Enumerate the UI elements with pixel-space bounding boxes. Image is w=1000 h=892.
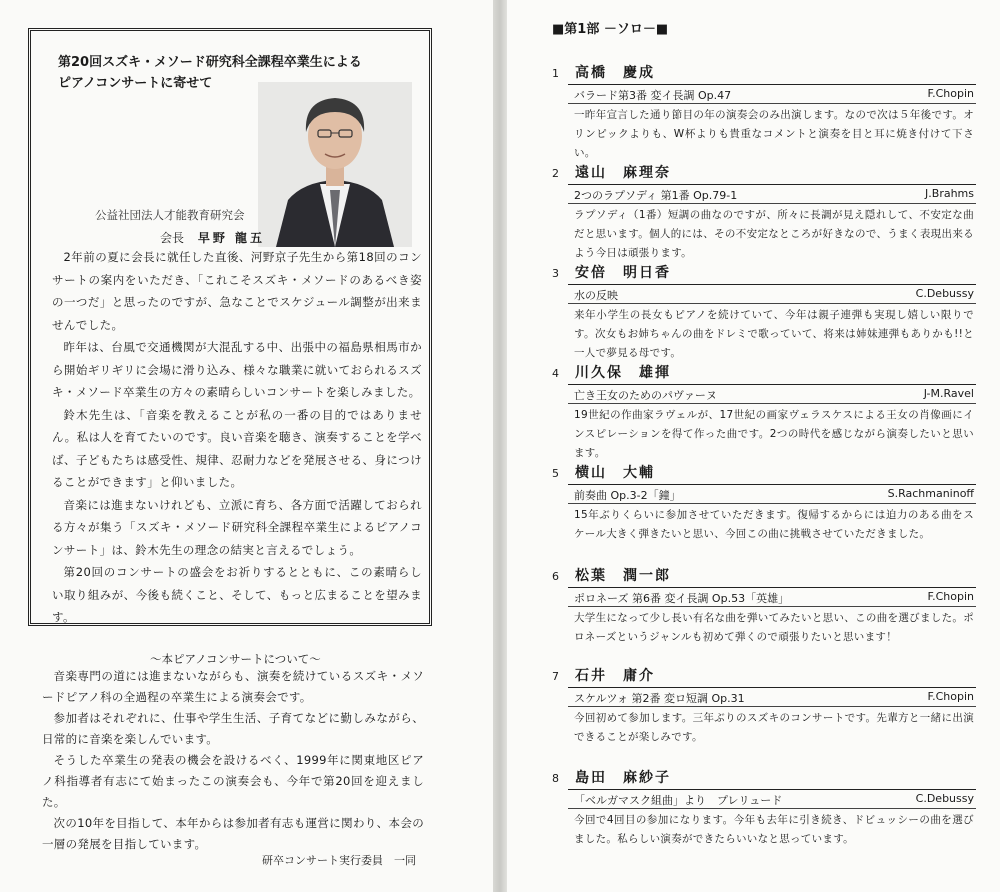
- piece-title: スケルツォ 第2番 変ロ短調 Op.31: [574, 692, 745, 705]
- performer-number: 2: [552, 167, 559, 180]
- piece-row: [568, 587, 976, 607]
- piece-title: 「ベルガマスク組曲」より プレリュード: [574, 794, 783, 807]
- composer-name: J-M.Ravel: [923, 387, 974, 400]
- performer-number: 7: [552, 670, 559, 683]
- piece-row: [568, 384, 976, 404]
- greeting-title-line1: 第20回スズキ・メソード研究科全課程卒業生による: [58, 55, 362, 70]
- greeting-paragraph: 2年前の夏に会長に就任した直後、河野京子先生から第18回のコンサートの案内をいただき、「これこそスズキ・メソードのあるべき姿の一つだ」と思ったのですが、急なことでスケジュール調整が出来ませんでした。: [52, 250, 422, 332]
- piece-row: [568, 84, 976, 104]
- piece-row: [568, 687, 976, 707]
- performer-name: 川久保 雄揮: [575, 365, 671, 381]
- performer-name: 高橋 慶成: [575, 65, 655, 81]
- performer-name: 島田 麻紗子: [575, 770, 671, 786]
- performer-comment: 今回初めて参加します。三年ぶりのスズキのコンサートです。先輩方と一緒に出演できることが楽しみです。: [574, 712, 974, 743]
- performer-number: 8: [552, 772, 559, 785]
- about-paragraph: 音楽専門の道には進まないながらも、演奏を続けているスズキ・メソードピアノ科の全過程の卒業生による演奏会です。: [42, 669, 424, 704]
- composer-name: F.Chopin: [927, 87, 974, 100]
- performer-comment: 来年小学生の長女もピアノを続けていて、今年は親子連弾も実現し嬉しい限りです。次女もお姉ちゃんの曲をドレミで歌っていて、将来は姉妹連弾もありかも!!と一人で夢見る母です。: [574, 309, 974, 359]
- performer-entry: [540, 665, 980, 743]
- performer-entry: [540, 162, 980, 259]
- performer-comment: 大学生になって少し長い有名な曲を弾いてみたいと思い、この曲を選びました。ポロネーズというジャンルも初めて弾くので頑張りたいと思います！: [574, 612, 974, 643]
- piece-title: 前奏曲 Op.3-2「鐘」: [574, 489, 681, 502]
- performer-name: 松葉 潤一郎: [575, 568, 671, 584]
- page-gutter: [493, 0, 507, 892]
- committee-signature: 研卒コンサート実行委員 一同: [262, 854, 416, 867]
- performer-comment: 一昨年宣言した通り節目の年の演奏会のみ出演します。なので次は５年後です。オリンピックよりも、W杯よりも貴重なコメントと演奏を目と耳に焼き付けて下さい。: [574, 109, 974, 159]
- about-paragraph: そうした卒業生の発表の機会を設けるべく、1999年に関東地区ピアノ科指導者有志にて始まったこの演奏会も、今年で第20回を迎えました。: [42, 753, 424, 809]
- composer-name: J.Brahms: [925, 187, 974, 200]
- piece-title: ポロネーズ 第6番 変イ長調 Op.53「英雄」: [574, 592, 790, 605]
- composer-name: C.Debussy: [915, 792, 974, 805]
- section-title: ■第1部 －ソロ－■: [552, 22, 669, 37]
- greeting-title-line2: ピアノコンサートに寄せて: [58, 76, 213, 91]
- performer-number: 1: [552, 67, 559, 80]
- president-signature: [160, 229, 265, 246]
- performer-entry: [540, 262, 980, 359]
- about-paragraph: 参加者はそれぞれに、仕事や学生生活、子育てなどに勤しみながら、日常的に音楽を楽しんでいます。: [42, 711, 424, 746]
- performer-name: 遠山 麻理奈: [575, 165, 671, 181]
- composer-name: S.Rachmaninoff: [887, 487, 974, 500]
- greeting-paragraph: 鈴木先生は、「音楽を教えることが私の一番の目的ではありません。私は人を育てたいのです。良い音楽を聴き、演奏することを学べば、子どもたちは感受性、規律、忍耐力などを発展させる、身につけることができます」と仰いました。: [52, 407, 422, 489]
- about-title: ～本ピアノコンサートについて～: [150, 652, 321, 666]
- org-name: 公益社団法人才能教育研究会: [95, 208, 245, 222]
- performer-entry: [540, 565, 980, 643]
- piece-title: 水の反映: [574, 289, 618, 302]
- performer-number: 5: [552, 467, 559, 480]
- performer-comment: 15年ぶりくらいに参加させていただきます。復帰するからには迫力のある曲をスケール大きく弾きたいと思い、今回この曲に挑戦させていただきました。: [574, 509, 974, 540]
- about-paragraph: 次の10年を目指して、本年からは参加者有志も運営に関わり、本会の一層の発展を目指しています。: [42, 816, 424, 851]
- performer-name: 横山 大輔: [575, 465, 655, 481]
- performer-name: 安倍 明日香: [575, 265, 671, 281]
- performer-comment: ラプソディ（1番）短調の曲なのですが、所々に長調が見え隠れして、不安定な曲だと思います。個人的には、その不安定なところが好きなので、うまく表現出来るよう今日は頑張ります。: [574, 209, 974, 259]
- performer-name: 石井 庸介: [575, 668, 655, 684]
- president-role: 会長: [160, 231, 185, 245]
- piece-title: バラード第3番 変イ長調 Op.47: [574, 89, 732, 102]
- performer-number: 3: [552, 267, 559, 280]
- piece-title: 2つのラプソディ 第1番 Op.79-1: [574, 189, 738, 202]
- president-photo: [258, 82, 412, 247]
- composer-name: C.Debussy: [915, 287, 974, 300]
- about-body: [42, 666, 424, 855]
- composer-name: F.Chopin: [927, 690, 974, 703]
- piece-row: [568, 789, 976, 809]
- performer-entry: [540, 462, 980, 540]
- president-name: 早野 龍五: [197, 231, 266, 245]
- performer-entry: [540, 362, 980, 459]
- piece-row: [568, 284, 976, 304]
- performer-comment: 19世紀の作曲家ラヴェルが、17世紀の画家ヴェラスケスによる王女の肖像画にインスピレーションを得て作った曲です。2つの時代を感じながら演奏したいと思います。: [574, 409, 974, 459]
- performer-entry: [540, 62, 980, 159]
- performer-comment: 今回で4回目の参加になります。今年も去年に引き続き、ドビュッシーの曲を選びました。私らしい演奏ができたらいいなと思っています。: [574, 814, 974, 845]
- greeting-body: [52, 246, 422, 629]
- piece-row: [568, 184, 976, 204]
- performer-number: 4: [552, 367, 559, 380]
- greeting-paragraph: 昨年は、台風で交通機関が大混乱する中、出張中の福島県相馬市から開始ギリギリに会場に滑り込み、様々な職業に就いておられるスズキ・メソード卒業生の方々の素晴らしいコンサートを楽しみました。: [52, 340, 422, 399]
- greeting-paragraph: 第20回のコンサートの盛会をお祈りするとともに、この素晴らしい取り組みが、今後も続くこと、そして、もっと広まることを望みます。: [52, 565, 422, 624]
- piece-row: [568, 484, 976, 504]
- performer-entry: [540, 767, 980, 845]
- piece-title: 亡き王女のためのパヴァーヌ: [574, 389, 717, 402]
- performer-number: 6: [552, 570, 559, 583]
- greeting-paragraph: 音楽には進まないけれども、立派に育ち、各方面で活躍しておられる方々が集う「スズキ・メソード研究科全課程卒業生によるピアノコンサート」は、鈴木先生の理念の結実と言えるでしょう。: [52, 497, 422, 557]
- composer-name: F.Chopin: [927, 590, 974, 603]
